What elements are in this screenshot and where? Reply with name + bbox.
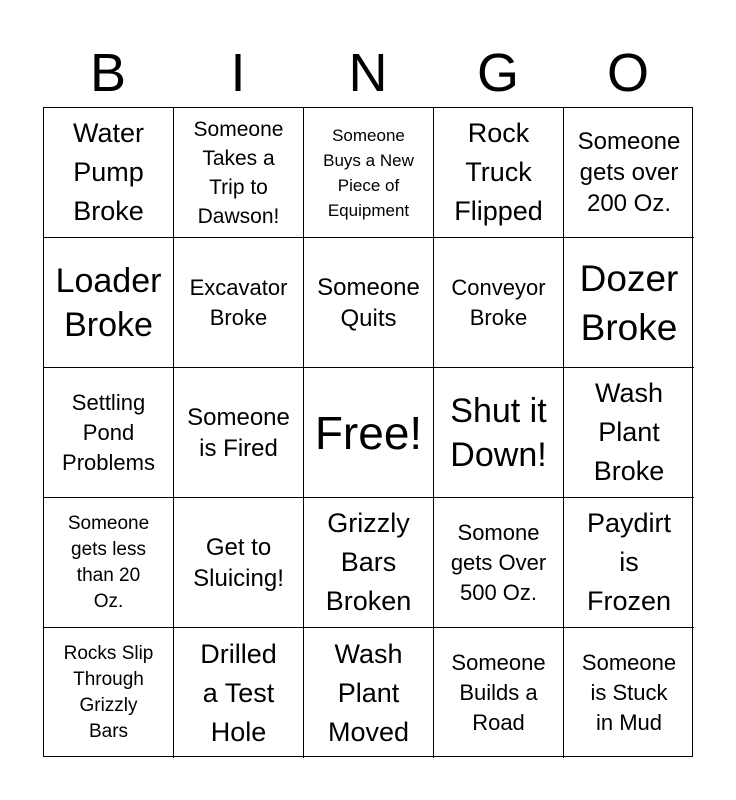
cell-text: Rock Truck Flipped [454,118,543,226]
cell-text: Rocks Slip Through Grizzly Bars [63,643,154,742]
bingo-cell[interactable] [564,628,694,758]
cell-text: Get to Sluicing! [193,533,284,592]
bingo-header [43,40,693,106]
cell-text: Excavator Broke [189,274,288,330]
cell-text: Drilled a Test Hole [200,638,277,747]
cell-text: Someone gets over 200 Oz. [577,128,681,217]
bingo-cell[interactable] [174,238,304,368]
bingo-cell[interactable] [564,368,694,498]
bingo-cell[interactable] [44,628,174,758]
bingo-cell[interactable] [434,498,564,628]
bingo-cell[interactable] [44,498,174,628]
header-letter-n: N [348,43,388,103]
bingo-cell[interactable] [564,108,694,238]
header-letter-b: B [89,43,127,103]
bingo-cell[interactable] [304,628,434,758]
cell-text: Someone Builds a Road [451,650,546,735]
bingo-cell[interactable] [44,238,174,368]
bingo-cell[interactable] [304,238,434,368]
cell-text: Someone Takes a Trip to Dawson! [193,117,284,228]
bingo-cell[interactable] [434,108,564,238]
cell-text: Wash Plant Broke [593,378,665,486]
cell-text: Conveyor Broke [451,274,546,330]
bingo-cell[interactable] [304,108,434,238]
cell-text: Someone Buys a New Piece of Equipment [323,125,414,220]
bingo-board [43,107,693,757]
bingo-cell[interactable] [434,628,564,758]
bingo-cell[interactable] [304,498,434,628]
cell-text: Someone is Fired [187,403,290,462]
bingo-cell[interactable] [564,238,694,368]
header-letter-i: I [230,43,246,103]
cell-text: Someone gets less than 20 Oz. [67,512,150,612]
bingo-cell[interactable] [44,368,174,498]
cell-text: Dozer Broke [579,257,679,348]
cell-text: Free! [314,406,423,459]
bingo-cell[interactable] [434,238,564,368]
bingo-cell[interactable] [174,628,304,758]
bingo-cell[interactable] [174,108,304,238]
bingo-cell[interactable] [174,498,304,628]
free-space[interactable] [304,368,434,498]
bingo-cell[interactable] [174,368,304,498]
cell-text: Settling Pond Problems [62,389,155,475]
cell-text: Someone is Stuck in Mud [581,650,677,735]
cell-text: Wash Plant Moved [327,638,410,747]
bingo-cell[interactable] [434,368,564,498]
cell-text: Loader Broke [55,261,162,344]
cell-text: Someone Quits [317,273,420,332]
cell-text: Somone gets Over 500 Oz. [450,519,547,605]
cell-text: Grizzly Bars Broken [325,508,412,616]
cell-text: Water Pump Broke [72,118,144,226]
header-letter-o: O [606,43,649,103]
cell-text: Shut it Down! [450,391,547,474]
cell-text: Paydirt is Frozen [586,508,672,616]
header-letter-g: G [476,43,519,103]
bingo-cell[interactable] [564,498,694,628]
bingo-cell[interactable] [44,108,174,238]
